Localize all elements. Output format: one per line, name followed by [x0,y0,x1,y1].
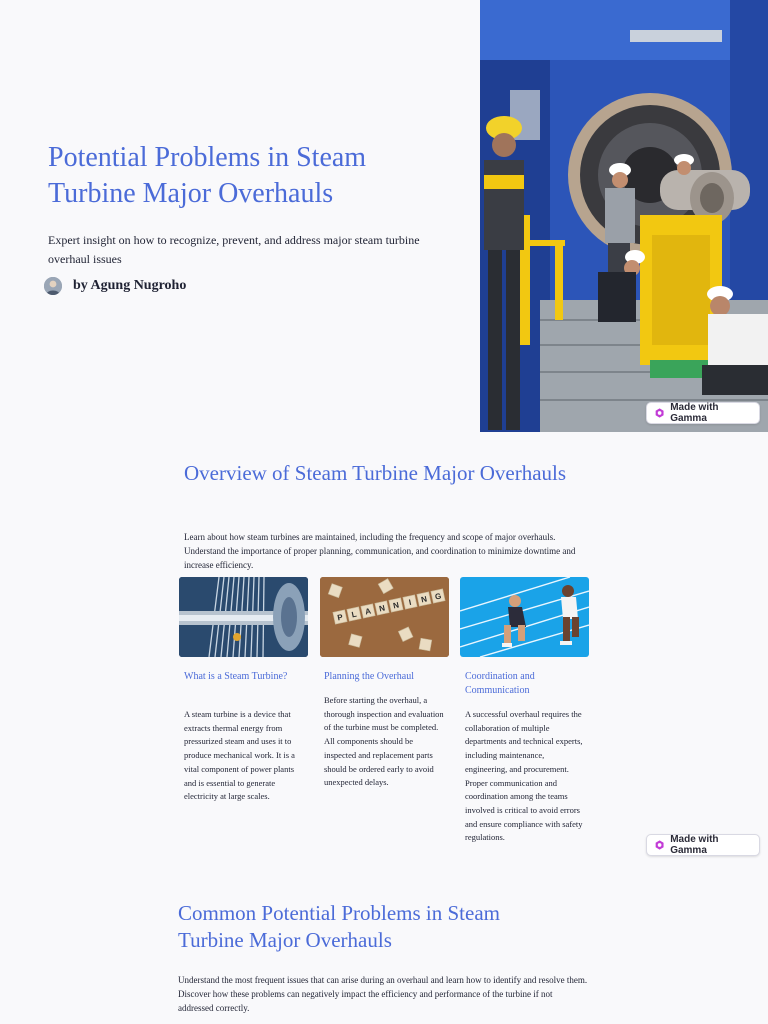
card-title-steam-turbine: What is a Steam Turbine? [184,671,288,682]
common-problems-title: Common Potential Problems in Steam Turbine Major Overhauls [178,901,500,952]
author-avatar [44,277,62,295]
planning-tile-letter: N [420,594,428,605]
card-image-steam-turbine [179,577,308,657]
badge-label: Made with Gamma [670,402,719,424]
planning-tile-letter: A [364,606,372,617]
planning-tile-letter: N [378,603,386,614]
planning-tile-letter: G [434,591,443,602]
card-image-coordination [460,577,589,657]
card-body-coordination: A successful overhaul requires the collaboration of multiple departments and technical experts, including maintenance, engineering, and procurement. Proper communication and coordination among the teams involved is critical to avoid errors and ensure compliance with safety regulations. [465,709,583,843]
card-title-planning: Planning the Overhaul [324,671,414,682]
gamma-logo-icon [655,408,664,418]
overview-title: Overview of Steam Turbine Major Overhauls [184,461,567,485]
card-body-planning: Before starting the overhaul, a thorough inspection and evaluation of the turbine must be completed. All components should be inspected and replacement parts should be ordered early to avoid unexpected delays. [324,695,444,788]
planning-tile-letter: I [408,597,413,608]
author-name: by Agung Nugroho [73,278,187,293]
hero-subtitle: Expert insight on how to recognize, prevent, and address major steam turbine overhaul issues [48,233,420,266]
hero-title: Potential Problems in Steam Turbine Major Overhauls [48,142,367,209]
made-with-gamma-badge[interactable] [646,402,760,424]
card-image-planning [320,577,449,657]
card-title-coordination: Coordination and Communication [465,671,535,696]
planning-tile-letter: L [350,609,358,620]
card-body-steam-turbine: A steam turbine is a device that extracts thermal energy from pressurized steam and uses it to produce mechanical work. It is a vital component of power plants and is essential to generate electricity at large scales. [184,709,295,802]
made-with-gamma-badge-2[interactable] [646,834,760,856]
badge-label: Made with Gamma [670,834,719,856]
author-byline [44,277,186,295]
common-problems-intro: Understand the most frequent issues that can arise during an overhaul and learn how to identify and resolve them. Discover how these problems can negatively impact the efficiency and performance of the turbine if not addressed correctly. [178,975,588,1013]
planning-tile-letter: N [392,600,400,611]
planning-tile-letter: P [336,612,344,623]
hero-turbine-photo [480,0,768,432]
overview-intro: Learn about how steam turbines are maintained, including the frequency and scope of major overhauls. Understand the importance of proper planning, communication, and coordination to minimize downtime and increase efficiency. [184,532,576,570]
gamma-logo-icon [655,840,664,850]
